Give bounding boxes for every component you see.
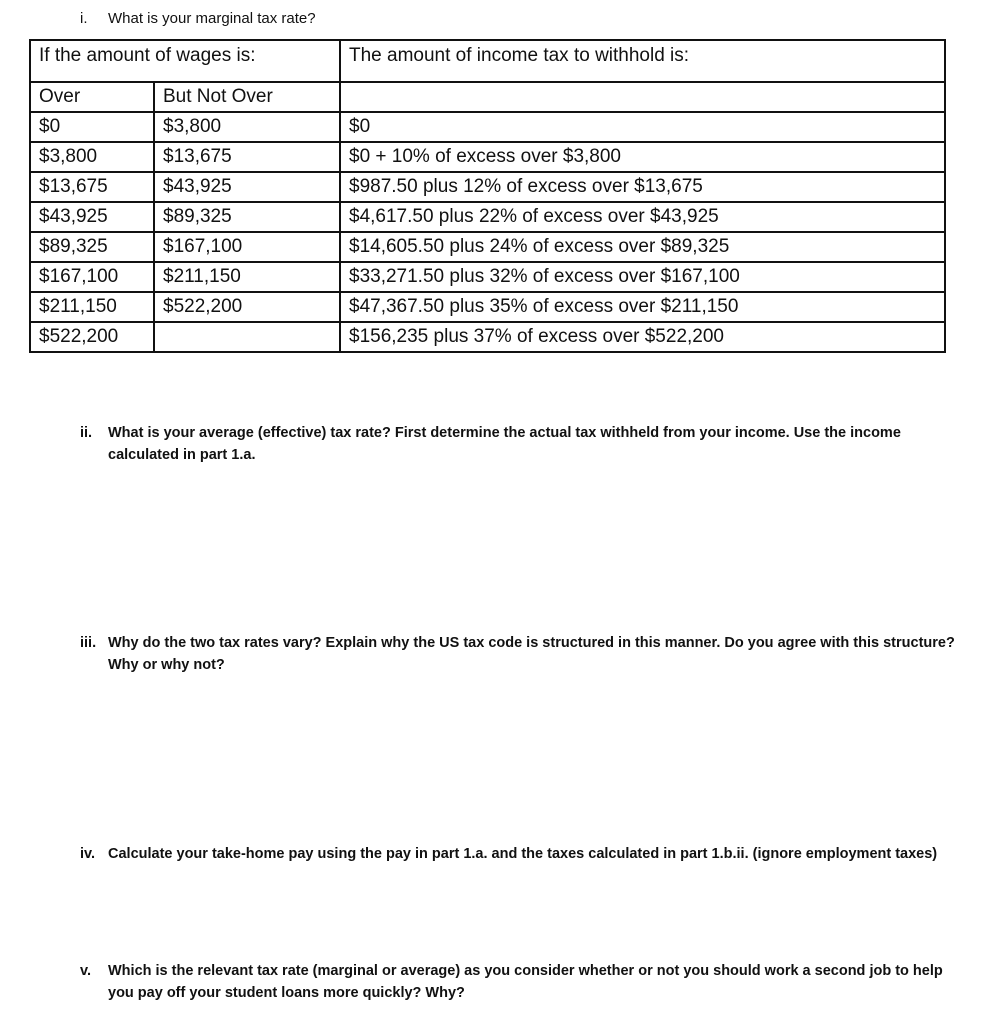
question-text: Which is the relevant tax rate (marginal or average) as you consider whether or not you should work a second job to help you pay off your student loans more quickly? Why? (108, 963, 943, 1001)
cell-over: $522,200 (30, 322, 154, 352)
table-row (30, 202, 945, 232)
cell-over: $211,150 (30, 292, 154, 322)
cell-withholding: $4,617.50 plus 22% of excess over $43,925 (340, 202, 945, 232)
table-row (30, 172, 945, 202)
tax-withholding-table (29, 39, 946, 353)
cell-over: $89,325 (30, 232, 154, 262)
question-number: iv. (80, 846, 96, 862)
question-text: Calculate your take-home pay using the pay in part 1.a. and the taxes calculated in part 1.b.ii. (ignore employment taxes) (108, 846, 938, 862)
header-wages: If the amount of wages is: (30, 40, 340, 82)
cell-over: $13,675 (30, 172, 154, 202)
cell-not-over: $89,325 (154, 202, 340, 232)
cell-over: $167,100 (30, 262, 154, 292)
subheader-over: Over (30, 82, 154, 112)
cell-over: $0 (30, 112, 154, 142)
cell-withholding: $156,235 plus 37% of excess over $522,200 (340, 322, 945, 352)
subheader-not-over: But Not Over (154, 82, 340, 112)
cell-not-over: $3,800 (154, 112, 340, 142)
cell-not-over: $167,100 (154, 232, 340, 262)
cell-not-over: $43,925 (154, 172, 340, 202)
question-number: i. (80, 10, 88, 27)
cell-not-over: $522,200 (154, 292, 340, 322)
cell-withholding: $14,605.50 plus 24% of excess over $89,325 (340, 232, 945, 262)
cell-over: $43,925 (30, 202, 154, 232)
cell-withholding: $47,367.50 plus 35% of excess over $211,150 (340, 292, 945, 322)
cell-withholding: $987.50 plus 12% of excess over $13,675 (340, 172, 945, 202)
table-row (30, 232, 945, 262)
table-row (30, 322, 945, 352)
question-number: ii. (80, 425, 93, 441)
cell-not-over: $13,675 (154, 142, 340, 172)
cell-over: $3,800 (30, 142, 154, 172)
question-number: iii. (80, 635, 97, 651)
question-text: What is your marginal tax rate? (108, 10, 316, 27)
table-row (30, 292, 945, 322)
subheader-empty (340, 82, 945, 112)
header-withhold: The amount of income tax to withhold is: (340, 40, 945, 82)
question-text: What is your average (effective) tax rate? First determine the actual tax withheld from your income. Use the income calculated in part 1.a. (108, 425, 901, 463)
cell-withholding: $0 + 10% of excess over $3,800 (340, 142, 945, 172)
table-row (30, 142, 945, 172)
question-number: v. (80, 963, 92, 979)
cell-not-over: $211,150 (154, 262, 340, 292)
cell-withholding: $0 (340, 112, 945, 142)
table-row (30, 112, 945, 142)
question-text: Why do the two tax rates vary? Explain why the US tax code is structured in this manner. Do you agree with this structure? Why or why not? (108, 635, 955, 673)
cell-withholding: $33,271.50 plus 32% of excess over $167,100 (340, 262, 945, 292)
table-row (30, 262, 945, 292)
cell-not-over (154, 322, 340, 352)
